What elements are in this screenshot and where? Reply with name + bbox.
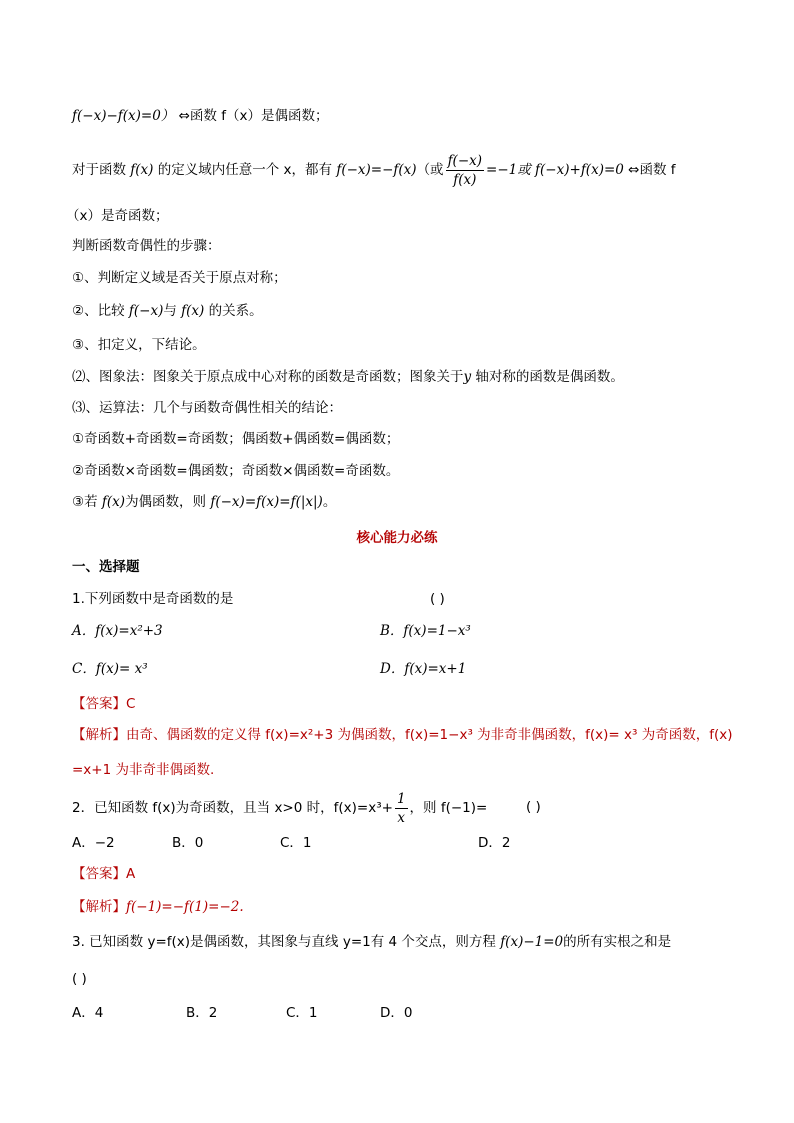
q3-option-d: D．0 <box>380 1005 413 1021</box>
q1-option-a: A．f(x)=x²+3 <box>72 623 163 639</box>
q2-option-b: B．0 <box>172 835 204 851</box>
q2-fraction-numerator: 1 <box>396 790 406 807</box>
q1-analysis-label: 【解析】 <box>72 727 126 743</box>
fraction-numerator: f(−x) <box>447 152 483 169</box>
step2-text-a: ②、比较 <box>72 303 129 319</box>
q3-option-b: B．2 <box>186 1005 218 1021</box>
q2-fraction-denominator: x <box>397 809 406 826</box>
odd-def-text-e: ⇔函数 f <box>623 162 676 178</box>
q1-analysis-continued: =x+1 为非奇非偶函数. <box>72 762 215 778</box>
q3-stem-math: f(x)−1=0 <box>500 934 564 950</box>
step2-math-2: f(x) <box>181 303 205 319</box>
q2-stem-a: 2．已知函数 f(x)为奇函数，且当 x>0 时，f(x)=x³+ <box>72 800 393 816</box>
q1-stem: 1.下列函数中是奇函数的是 <box>72 591 234 607</box>
def-odd-line <box>72 150 676 190</box>
q2-option-c: C．1 <box>280 835 312 851</box>
c3-math-2: f(−x)=f(x)=f(|x|) <box>210 494 323 510</box>
q2-analysis-text: f(−1)=−f(1)=−2. <box>126 899 244 915</box>
odd-def-text-d: =−1或 <box>486 162 536 178</box>
c3-text-c: 。 <box>322 494 337 510</box>
q2-stem <box>72 788 487 828</box>
even-condition-math: f(−x)−f(x)=0） <box>72 108 175 124</box>
q1-option-b: B．f(x)=1−x³ <box>380 623 471 639</box>
c3-math-1: f(x) <box>101 494 126 510</box>
q2-stem-b: ，则 f(−1)= <box>409 800 488 816</box>
section-title: 核心能力必练 <box>356 530 438 546</box>
step2-text-c: 的关系。 <box>204 303 263 319</box>
odd-def-text-b: 的定义域内任意一个 x，都有 <box>153 162 337 178</box>
q1-analysis <box>72 725 733 745</box>
q3-answer-paren: ( ) <box>72 971 87 987</box>
def-even-line <box>72 106 328 126</box>
q2-answer-paren: ( ) <box>526 799 541 815</box>
part-title: 一、选择题 <box>72 559 140 575</box>
odd-def-eq2: f(−x)+f(x)=0 <box>535 162 624 178</box>
q1-option-c: C．f(x)= x³ <box>72 661 148 677</box>
method-graph <box>72 367 624 387</box>
q3-stem <box>72 932 671 952</box>
steps-title: 判断函数奇偶性的步骤： <box>72 238 221 254</box>
q2-analysis <box>72 897 244 917</box>
step-3: ③、扣定义，下结论。 <box>72 337 206 353</box>
even-conclusion-text: ⇔函数 f（x）是偶函数； <box>178 108 329 124</box>
conclusion-2: ②奇函数×奇函数=偶函数；奇函数×偶函数=奇函数。 <box>72 463 400 479</box>
q3-stem-a: 3. 已知函数 y=f(x)是偶函数，其图象与直线 y=1有 4 个交点，则方程 <box>72 934 501 950</box>
method2-y: y <box>463 369 472 385</box>
c3-text-b: 为偶函数，则 <box>125 494 211 510</box>
step2-math-1: f(−x) <box>128 303 164 319</box>
q1-answer-paren: ( ) <box>430 591 445 607</box>
odd-def-eq: f(−x)=−f(x) <box>336 162 417 178</box>
odd-def-continued: （x）是奇函数； <box>66 208 169 224</box>
step-1: ①、判断定义域是否关于原点对称； <box>72 270 287 286</box>
q1-option-d: D．f(x)=x+1 <box>380 661 467 677</box>
q3-option-a: A．4 <box>72 1005 104 1021</box>
q2-answer: 【答案】A <box>72 866 136 882</box>
odd-def-fraction <box>446 152 484 189</box>
step2-text-b: 与 <box>163 303 182 319</box>
method2-text-a: ⑵、图象法：图象关于原点成中心对称的函数是奇函数；图象关于 <box>72 369 464 385</box>
q2-option-d: D．2 <box>478 835 511 851</box>
method-operation: ⑶、运算法：几个与函数奇偶性相关的结论： <box>72 400 342 416</box>
step-2 <box>72 301 263 321</box>
c3-text-a: ③若 <box>72 494 102 510</box>
q1-analysis-text-1: 由奇、偶函数的定义得 f(x)=x²+3 为偶函数，f(x)=1−x³ 为非奇非偶函数，f(x)= x³ 为奇函数，f(x) <box>126 727 733 743</box>
q3-stem-b: 的所有实根之和是 <box>563 934 672 950</box>
conclusion-3 <box>72 492 336 512</box>
fraction-denominator: f(x) <box>453 171 477 188</box>
odd-def-text-c: （或 <box>416 162 444 178</box>
conclusion-1: ①奇函数+奇函数=奇函数；偶函数+偶函数=偶函数； <box>72 431 400 447</box>
q2-fraction <box>395 790 408 827</box>
q2-option-a: A．−2 <box>72 835 115 851</box>
q1-answer: 【答案】C <box>72 696 136 712</box>
q3-option-c: C．1 <box>286 1005 318 1021</box>
odd-def-text-a: 对于函数 <box>72 162 131 178</box>
method2-text-b: 轴对称的函数是偶函数。 <box>471 369 624 385</box>
q2-analysis-label: 【解析】 <box>72 899 126 915</box>
odd-def-fx: f(x) <box>130 162 154 178</box>
